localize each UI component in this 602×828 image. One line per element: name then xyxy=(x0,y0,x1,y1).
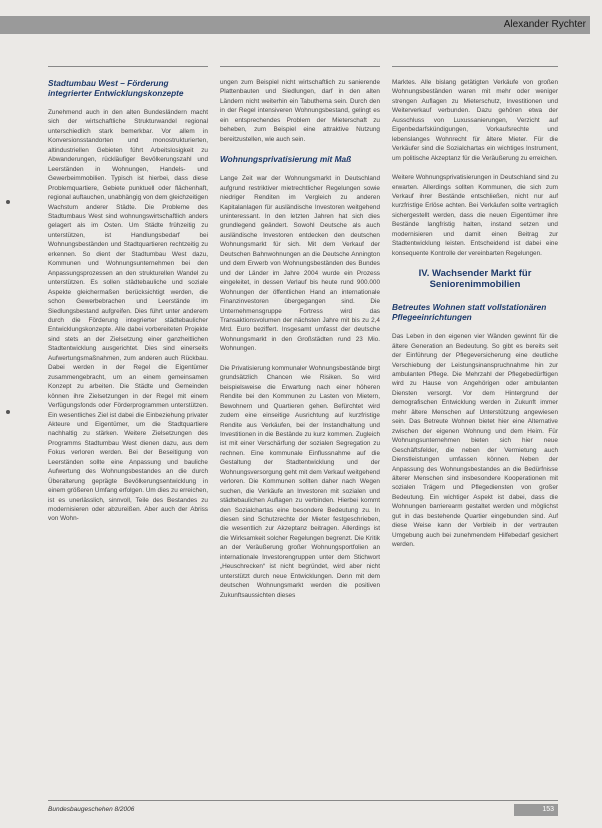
binding-mark xyxy=(6,410,10,414)
header-bar xyxy=(0,16,590,34)
text-column-3 xyxy=(392,78,558,560)
section-heading: Betreutes Wohnen statt vollstationären Pflegeeinrichtungen xyxy=(392,302,547,323)
page-number: 153 xyxy=(542,806,554,813)
footer-rule xyxy=(48,800,558,801)
column-rule xyxy=(392,66,558,67)
section-heading: Wohnungsprivatisierung mit Maß xyxy=(220,154,352,165)
binding-mark xyxy=(6,200,10,204)
section-heading: IV. Wachsender Markt für Seniorenimmobilien xyxy=(418,268,532,291)
paragraph: Weitere Wohnungsprivatisierungen in Deutschland sind zu erwarten. Allerdings sollten Kommunen, die sich zum Verkauf ihrer Bestände entschließen, nicht nur auf kurzfristige Erlöse achten. Bei Verkäufen sollte vertraglich sichergestellt werden, dass die neuen Eigentümer ihre Bestände langfristig halten, instand setzen und modernisieren und damit einen Beitrag zur Stadtentwicklung leisten. Entscheidend ist dabei eine konsequente Kontrolle der vereinbarten Regelungen. xyxy=(392,174,558,257)
header-author: Alexander Rychter xyxy=(503,19,586,30)
paragraph: Marktes. Alle bislang getätigten Verkäufe von großen Wohnungsbeständen waren mit mehr oder weniger strengen Auflagen zu Mieterschutz, Investitionen und Weiterverkauf verbunden. Dazu gehören etwa der Ausschluss von Luxussanierungen, Verzicht auf Eigenbedarfskündigungen, Vorkaufsrechte und lebenslanges Wohnrecht für ältere Mieter. Für die Verkäufer sind die Sozialchartas ein wichtiges Instrument, um politische Akzeptanz für die Veräußerung zu erreichen. xyxy=(392,79,558,162)
footer-source: Bundesbaugeschehen 8/2006 xyxy=(48,806,135,813)
paragraph: ungen zum Beispiel nicht wirtschaftlich zu sanierende Plattenbauten und Siedlungen, darf in den alten Ländern nicht weiterhin ein Tabuthema sein. Durch den in der Regel intensiveren Wohnungsbestand, gelingt es ein entsprechendes Problem der Mieterschaft zu beheben, zum Beispiel eine attraktive Nutzung bereitzustellen, wie auch sein. xyxy=(220,79,380,143)
text-column-2 xyxy=(220,78,380,610)
column-rule xyxy=(220,66,380,67)
paragraph: Lange Zeit war der Wohnungsmarkt in Deutschland aufgrund restriktiver mietrechtlicher Regelungen sowie niedriger Renditen im Vergleich zu anderen Kapitalanlagen für ausländische Investoren weitgehend uninteressant. In den letzten Jahren hat sich dies grundlegend geändert. Sowohl Deutsche als auch ausländische Investoren entdecken den deutschen Wohnungsmarkt für sich. Mit dem Verkauf der Deutschen Bahnwohnungen an die Deutsche Annington und dem Erwerb von Wohnungsbeständen des Bundes und der Länder im Jahre 2004 wurde ein Prozess eingeleitet, in dessen Verlauf bis heute rund 900.000 Wohnungen der öffentlichen Hand an internationale Finanzinvestoren übergegangen sind. Die Unternehmensgruppe Fortress wird das Transaktionsvolumen der nächsten Jahre mit bis zu 2,4 Mrd. Euro beziffert. Insgesamt umfasst der deutsche Wohnungsmarkt in den Großstädten rund 23 Mio. Wohnungen. xyxy=(220,175,380,353)
column-rule xyxy=(48,66,208,67)
paragraph: Zunehmend auch in den alten Bundesländern macht sich der wirtschaftliche Strukturwandel regional unterschiedlich stark bemerkbar. Vor allem in Konversionsstandorten und monostrukturierten, altindustriellen Gebieten führt Arbeitslosigkeit zu Abwanderungen, rückläufiger Bevölkerungszahl und Leerständen in Wohnungen, Handels- und Gewerbeimmobilien. Typisch ist hierbei, dass diese Problemquartiere, Gebiete punktuell oder flächenhaft, regional auftauchen, unabhängig von dem gleichzeitigen Wachstum anderer Städte. Die Probleme des Stadtumbaus West sind wohnungswirtschaftlich anders gelagert als im Osten. Um Städte frühzeitig zu unterstützen, ist Handlungsbedarf bei Wohnungsbeständen und Stadtquartieren rechtzeitig zu erkennen. So dient der Stadtumbau West dazu, Kommunen und Wohnungsunternehmen bei den Anpassungsprozessen an den strukturellen Wandel zu unterstützen. Es sollen städtebauliche und soziale Aspekte gleichermaßen berücksichtigt werden, die schon Gewerbebrachen und Leerstände im Siedlungsbestand aufgreifen. Dies führt unter anderem durch die Förderung integrierter städtebaulicher Entwicklungskonzepte. Alle dabei vorbereiteten Projekte sind stets an der Zielsetzung einer ganzheitlichen Stadtentwicklung ausgerichtet. Dies sind einerseits Aufwertungsmaßnahmen, zum anderen auch Rückbau. Dabei werden in der Regel die Eigentümer zusammengebracht, um an einem gemeinsamen Konzept zu arbeiten. Die Städte und Gemeinden können ihre Zielsetzungen in der Regel mit einem Verfügungsfonds oder Förderprogrammen unterstützen. Ein wesentliches Ziel ist dabei die Einbeziehung privater Akteure und Eigentümer, um die Stadtquartiere nachhaltig zu stärken. Weitere Zielsetzungen des Programms Stadtumbau West dienen dazu, aus dem Fokus verloren werden. Bei der Beseitigung von Leerständen sollte eine Anpassung und bauliche Aufwertung des Wohnungsbestandes an die durch Überalterung geprägte Bevölkerungsentwicklung in einem größeren Umfang erfolgen. Um dies zu erreichen, ist es unerlässlich, sinnvoll, Teile des Bestandes zu modernisieren oder abzureißen. Aber auch der Abriss von Wohn- xyxy=(48,109,208,523)
paragraph: Das Leben in den eigenen vier Wänden gewinnt für die ältere Generation an Bedeutung. So gibt es bereits seit der Einführung der Pflegeversicherung eine deutliche Verschiebung der Leistungsinanspruchnahme hin zur ambulanten Pflege. Die Mehrzahl der Pflegebedürftigen wird zu Hause von Angehörigen oder ambulanten Diensten versorgt. Vor dem Hintergrund der demografischen Entwicklung werden in Zukunft immer mehr ältere Menschen auf Unterstützung angewiesen sein. Das Betreute Wohnen bietet hier eine Alternative zwischen der eigenen Wohnung und dem Heim. Für Wohnungsunternehmen bieten sich hier neue Geschäftsfelder, die neben der Vermietung auch Dienstleistungen umfassen können. Neben der Anpassung des Wohnungsbestandes an die Bedürfnisse älterer Menschen sind insbesondere Kooperationen mit sozialen Trägern und Pflegediensten von großer Bedeutung. Ein wichtiger Aspekt ist dabei, dass die Wohnungen barrierearm gestaltet werden und möglichst gut in das bestehende Quartier eingebunden sind. Auf diese Weise kann der Verbleib in der vertrauten Umgebung auch bei zunehmendem Hilfebedarf gesichert werden. xyxy=(392,333,558,549)
paragraph: Die Privatisierung kommunaler Wohnungsbestände birgt grundsätzlich Chancen wie Risiken. So wird beispielsweise die Erwartung nach einer höheren Rendite bei den Kommunen zu Lasten von Mietern, Bewohnern und Quartieren gehen. Befürchtet wird zudem eine einseitige Ausrichtung auf kurzfristige Rendite aus Verkäufen, bei der Instandhaltung und Investitionen in die Bestände zu kurz kommen. Zugleich ist mit einer Verschärfung der sozialen Segregation zu rechnen. Eine kommunale Einflussnahme auf die Gestaltung der Stadtentwicklung und der Wohnungsversorgung geht mit dem Verkauf weitgehend verloren. Die Kommunen sollten daher nach Wegen suchen, die Verkäufe an Investoren mit sozialen und städtebaulichen Auflagen zu verbinden. Hierbei kommt den Sozialchartas eine besondere Bedeutung zu. In diesen sind Schutzrechte der Mieter festgeschrieben, die wesentlich zur Akzeptanz beitragen. Allerdings ist die Wirksamkeit solcher Regelungen begrenzt. Die Kritik an der Veräußerung großer Wohnungsportfolien an internationale Investorengruppen unter dem Stichwort „Heuschrecken“ ist nicht begründet, wird aber nicht unterstützt durch neue Entwicklungen. Denn mit dem deutschen Wohnungsmarkt werden die positiven Zukunftsaussichten dieses xyxy=(220,364,380,599)
text-column-1 xyxy=(48,78,208,534)
section-heading: Stadtumbau West – Förderung integrierter Entwicklungskonzepte xyxy=(48,78,184,98)
